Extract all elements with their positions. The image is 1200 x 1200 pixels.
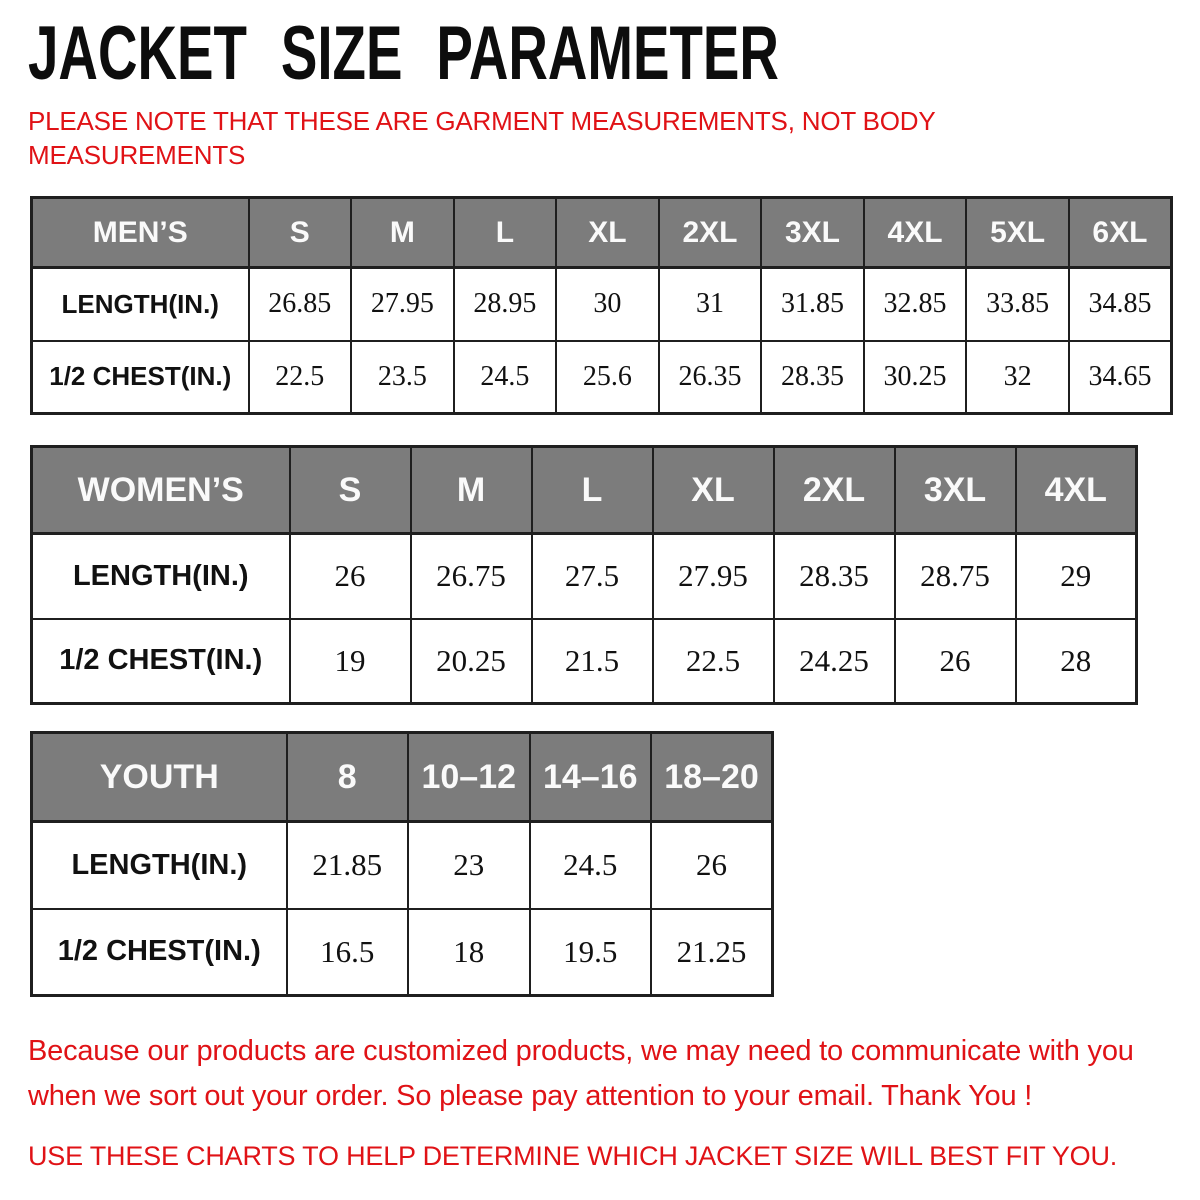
womens-size-header: 2XL xyxy=(774,447,895,534)
youth-row-label: 1/2 CHEST(IN.) xyxy=(32,909,287,996)
womens-data-row xyxy=(32,619,1137,704)
womens-measurement-cell: 29 xyxy=(1016,534,1137,619)
womens-measurement-cell: 19 xyxy=(290,619,411,704)
mens-size-header: M xyxy=(351,198,454,268)
womens-size-header: S xyxy=(290,447,411,534)
womens-measurement-cell: 26.75 xyxy=(411,534,532,619)
womens-measurement-cell: 22.5 xyxy=(653,619,774,704)
youth-size-header: 18–20 xyxy=(651,733,773,822)
mens-size-header: S xyxy=(249,198,352,268)
womens-measurement-cell: 24.25 xyxy=(774,619,895,704)
mens-size-table xyxy=(30,196,1173,415)
mens-measurement-cell: 28.95 xyxy=(454,268,557,341)
youth-row-label: LENGTH(IN.) xyxy=(32,822,287,909)
mens-measurement-cell: 23.5 xyxy=(351,341,454,414)
womens-measurement-cell: 28 xyxy=(1016,619,1137,704)
mens-measurement-cell: 33.85 xyxy=(966,268,1069,341)
mens-header-row xyxy=(32,198,1172,268)
womens-row-label: LENGTH(IN.) xyxy=(32,534,290,619)
page-title: JACKET SIZE PARAMETER xyxy=(28,11,779,96)
mens-measurement-cell: 25.6 xyxy=(556,341,659,414)
youth-data-row xyxy=(32,822,773,909)
mens-measurement-cell: 27.95 xyxy=(351,268,454,341)
mens-size-header: 6XL xyxy=(1069,198,1172,268)
womens-measurement-cell: 27.95 xyxy=(653,534,774,619)
youth-measurement-cell: 16.5 xyxy=(287,909,409,996)
mens-measurement-cell: 34.85 xyxy=(1069,268,1172,341)
womens-row-label: 1/2 CHEST(IN.) xyxy=(32,619,290,704)
womens-measurement-cell: 21.5 xyxy=(532,619,653,704)
youth-measurement-cell: 18 xyxy=(408,909,530,996)
mens-size-header: 5XL xyxy=(966,198,1069,268)
garment-measurement-note: PLEASE NOTE THAT THESE ARE GARMENT MEASUREMENTS, NOT BODY MEASUREMENTS xyxy=(28,105,935,170)
mens-measurement-cell: 30.25 xyxy=(864,341,967,414)
womens-size-header: 4XL xyxy=(1016,447,1137,534)
womens-measurement-cell: 28.75 xyxy=(895,534,1016,619)
womens-size-header: 3XL xyxy=(895,447,1016,534)
mens-measurement-cell: 24.5 xyxy=(454,341,557,414)
youth-measurement-cell: 21.25 xyxy=(651,909,773,996)
size-chart-page xyxy=(0,12,1200,1200)
mens-size-header: 2XL xyxy=(659,198,762,268)
youth-size-header: 10–12 xyxy=(408,733,530,822)
youth-measurement-cell: 21.85 xyxy=(287,822,409,909)
youth-header-row xyxy=(32,733,773,822)
womens-measurement-cell: 20.25 xyxy=(411,619,532,704)
mens-measurement-cell: 31.85 xyxy=(761,268,864,341)
mens-row-label: 1/2 CHEST(IN.) xyxy=(32,341,249,414)
mens-measurement-cell: 26.85 xyxy=(249,268,352,341)
mens-size-header: 3XL xyxy=(761,198,864,268)
womens-measurement-cell: 27.5 xyxy=(532,534,653,619)
youth-table-title: YOUTH xyxy=(32,733,287,822)
mens-size-header: XL xyxy=(556,198,659,268)
mens-measurement-cell: 30 xyxy=(556,268,659,341)
mens-data-row xyxy=(32,268,1172,341)
youth-size-header: 14–16 xyxy=(530,733,652,822)
womens-measurement-cell: 26 xyxy=(290,534,411,619)
womens-size-header: XL xyxy=(653,447,774,534)
mens-row-label: LENGTH(IN.) xyxy=(32,268,249,341)
youth-measurement-cell: 24.5 xyxy=(530,822,652,909)
mens-measurement-cell: 28.35 xyxy=(761,341,864,414)
womens-data-row xyxy=(32,534,1137,619)
mens-size-header: L xyxy=(454,198,557,268)
mens-measurement-cell: 31 xyxy=(659,268,762,341)
youth-size-header: 8 xyxy=(287,733,409,822)
womens-size-table xyxy=(30,445,1138,705)
youth-data-row xyxy=(32,909,773,996)
fit-advice: USE THESE CHARTS TO HELP DETERMINE WHICH JACKET SIZE WILL BEST FIT YOU. xyxy=(28,1141,1118,1172)
youth-size-table xyxy=(30,731,774,997)
womens-header-row xyxy=(32,447,1137,534)
mens-measurement-cell: 26.35 xyxy=(659,341,762,414)
womens-size-header: M xyxy=(411,447,532,534)
womens-measurement-cell: 26 xyxy=(895,619,1016,704)
mens-measurement-cell: 32 xyxy=(966,341,1069,414)
mens-measurement-cell: 32.85 xyxy=(864,268,967,341)
mens-data-row xyxy=(32,341,1172,414)
womens-size-header: L xyxy=(532,447,653,534)
customization-notice: Because our products are customized products, we may need to communicate with you when we sort out your order. So please pay attention to your email. Thank You ! xyxy=(28,1035,1134,1113)
womens-table-title: WOMEN’S xyxy=(32,447,290,534)
youth-measurement-cell: 26 xyxy=(651,822,773,909)
mens-table-title: MEN’S xyxy=(32,198,249,268)
size-tables-container xyxy=(0,196,1200,997)
youth-measurement-cell: 19.5 xyxy=(530,909,652,996)
mens-size-header: 4XL xyxy=(864,198,967,268)
womens-measurement-cell: 28.35 xyxy=(774,534,895,619)
mens-measurement-cell: 22.5 xyxy=(249,341,352,414)
mens-measurement-cell: 34.65 xyxy=(1069,341,1172,414)
youth-measurement-cell: 23 xyxy=(408,822,530,909)
